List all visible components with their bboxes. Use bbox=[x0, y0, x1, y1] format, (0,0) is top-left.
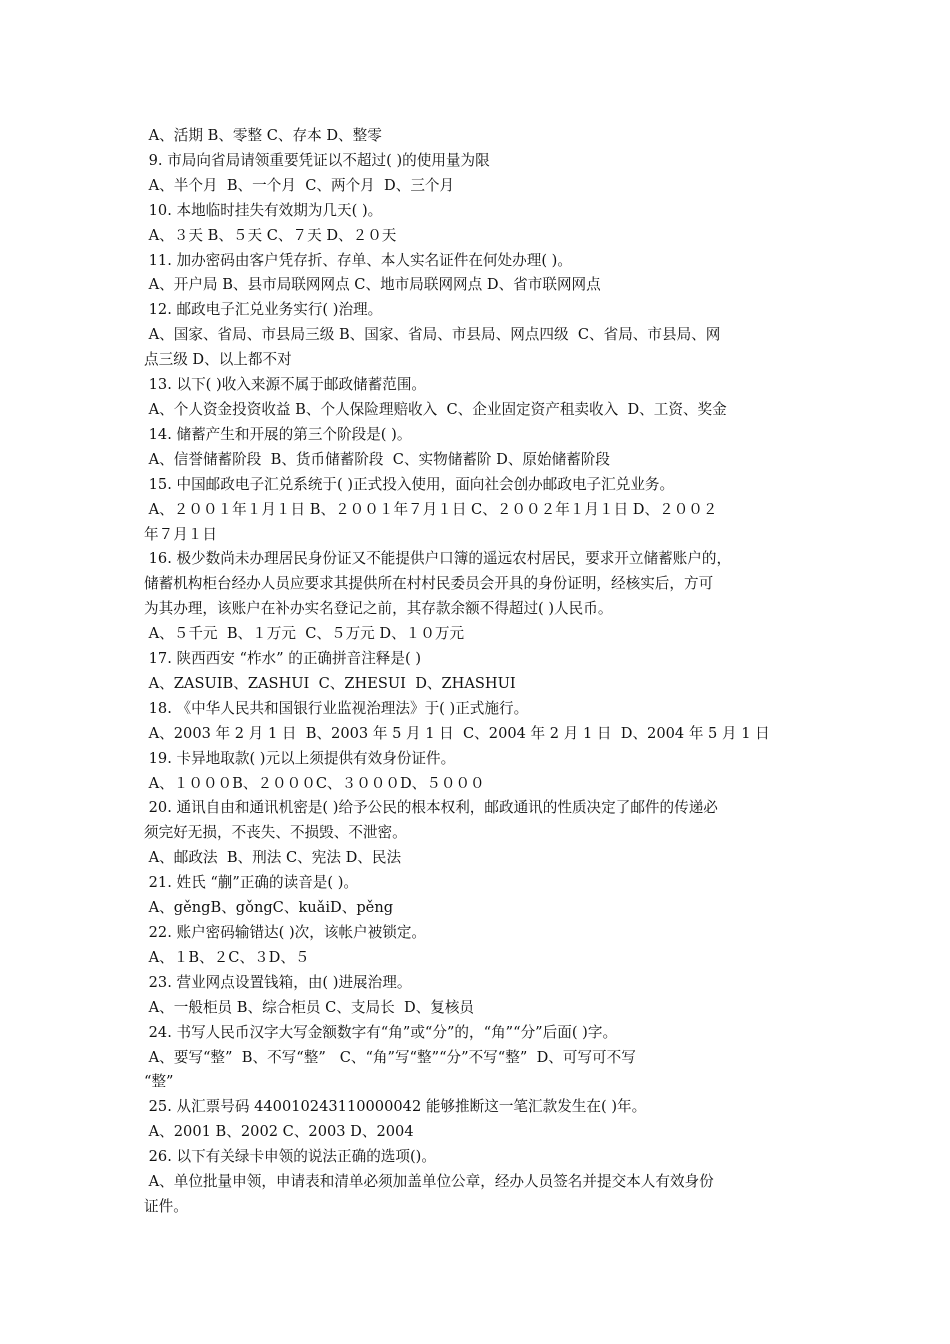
question-25: 25. 从汇票号码 440010243110000042 能够推断这一笔汇款发生在( )年。 bbox=[144, 1098, 647, 1116]
question-15: 15. 中国邮政电子汇兑系统于( )正式投入使用，面向社会创办邮政电子汇兑业务。 bbox=[144, 475, 675, 493]
answer-options-26: A、单位批量申领，申请表和清单必须加盖单位公章，经办人员签名并提交本人有效身份 bbox=[144, 1173, 714, 1191]
answer-options-14: A、信誉储蓄阶段 B、货币储蓄阶段 C、实物储蓄阶 D、原始储蓄阶段 bbox=[144, 450, 610, 468]
question-20: 20. 通讯自由和通讯机密是( )给予公民的根本权利，邮政通讯的性质决定了邮件的传递必 bbox=[144, 799, 718, 817]
answer-options-9: A、半个月 B、一个月 C、两个月 D、三个月 bbox=[144, 176, 455, 194]
answer-options-21: A、gěngB、gǒngC、kuǎiD、pěng bbox=[144, 899, 394, 917]
question-10: 10. 本地临时挂失有效期为几天( )。 bbox=[144, 201, 383, 219]
question-20-cont: 须完好无损，不丧失、不损毁、不泄密。 bbox=[144, 824, 407, 842]
answer-options-17: A、ZASUIB、ZASHUI C、ZHESUI D、ZHASHUI bbox=[144, 674, 516, 692]
answer-options-22: A、１B、２C、３D、５ bbox=[144, 948, 310, 966]
answer-options-10: A、３天 B、５天 C、７天 D、２０天 bbox=[144, 226, 397, 244]
answer-options-13: A、个人资金投资收益 B、个人保险理赔收入 C、企业固定资产租卖收入 D、工资、奖金 bbox=[144, 400, 727, 418]
question-16-cont-1: 储蓄机构柜台经办人员应要求其提供所在村村民委员会开具的身份证明，经核实后，方可 bbox=[144, 575, 714, 593]
question-14: 14. 储蓄产生和开展的第三个阶段是( )。 bbox=[144, 425, 412, 443]
question-19: 19. 卡异地取款( )元以上须提供有效身份证件。 bbox=[144, 749, 456, 767]
question-21: 21. 姓氏 “蒯”正确的读音是( )。 bbox=[144, 874, 359, 892]
question-22: 22. 账户密码输错达( )次，该帐户被锁定。 bbox=[144, 924, 427, 941]
question-18: 18. 《中华人民共和国银行业监视治理法》于( )正式施行。 bbox=[144, 699, 529, 717]
question-9: 9. 市局向省局请领重要凭证以不超过( )的使用量为限 bbox=[144, 151, 490, 169]
question-26: 26. 以下有关绿卡申领的说法正确的选项()。 bbox=[144, 1148, 436, 1166]
answer-options-8: A、活期 B、零整 C、存本 D、整零 bbox=[144, 127, 382, 144]
question-16: 16. 极少数尚未办理居民身份证又不能提供户口簿的遥远农村居民，要求开立储蓄账户的， bbox=[144, 550, 732, 568]
answer-options-20: A、邮政法 B、刑法 C、宪法 D、民法 bbox=[144, 849, 402, 867]
answer-options-23: A、一般柜员 B、综合柜员 C、支局长 D、复核员 bbox=[144, 998, 475, 1016]
answer-options-16: A、５千元 B、１万元 C、５万元 D、１０万元 bbox=[144, 625, 465, 643]
question-13: 13. 以下( )收入来源不属于邮政储蓄范围。 bbox=[144, 376, 427, 394]
answer-options-18: A、2003 年 2 月 1 日 B、2003 年 5 月 1 日 C、2004 年 2 月 1 日 D、2004 年 5 月 1 日 bbox=[144, 724, 770, 742]
answer-options-25: A、2001 B、2002 C、2003 D、2004 bbox=[144, 1123, 414, 1141]
document-page bbox=[144, 124, 814, 1220]
answer-options-26-cont: 证件。 bbox=[144, 1197, 188, 1215]
question-24: 24. 书写人民币汉字大写金额数字有“角”或“分”的，“角”“分”后面( )字。 bbox=[144, 1023, 618, 1041]
answer-options-24-cont: “整” bbox=[144, 1073, 174, 1091]
question-16-cont-2: 为其办理，该账户在补办实名登记之前，其存款余额不得超过( )人民币。 bbox=[144, 600, 613, 618]
question-11: 11. 加办密码由客户凭存折、存单、本人实名证件在何处办理( )。 bbox=[144, 251, 572, 269]
answer-options-15-cont: 年７月１日 bbox=[144, 525, 217, 543]
answer-options-15: A、２００１年１月１日 B、２００１年７月１日 C、２００２年１月１日 D、２００２ bbox=[144, 500, 718, 518]
answer-options-12: A、国家、省局、市县局三级 B、国家、省局、市县局、网点四级 C、省局、市县局、网 bbox=[144, 326, 721, 344]
question-23: 23. 营业网点设置钱箱，由( )进展治理。 bbox=[144, 973, 412, 991]
question-12: 12. 邮政电子汇兑业务实行( )治理。 bbox=[144, 301, 383, 319]
question-17: 17. 陕西西安 “柞水” 的正确拼音注释是( ) bbox=[144, 650, 422, 668]
answer-options-11: A、开户局 B、县市局联网网点 C、地市局联网网点 D、省市联网网点 bbox=[144, 276, 601, 294]
answer-options-24: A、要写“整” B、不写“整” C、“角”写“整”“分”不写“整” D、可写可不写 bbox=[144, 1048, 636, 1066]
answer-options-19: A、１０００B、２０００C、３０００D、５０００ bbox=[144, 774, 485, 792]
answer-options-12-cont: 点三级 D、以上都不对 bbox=[144, 351, 292, 369]
